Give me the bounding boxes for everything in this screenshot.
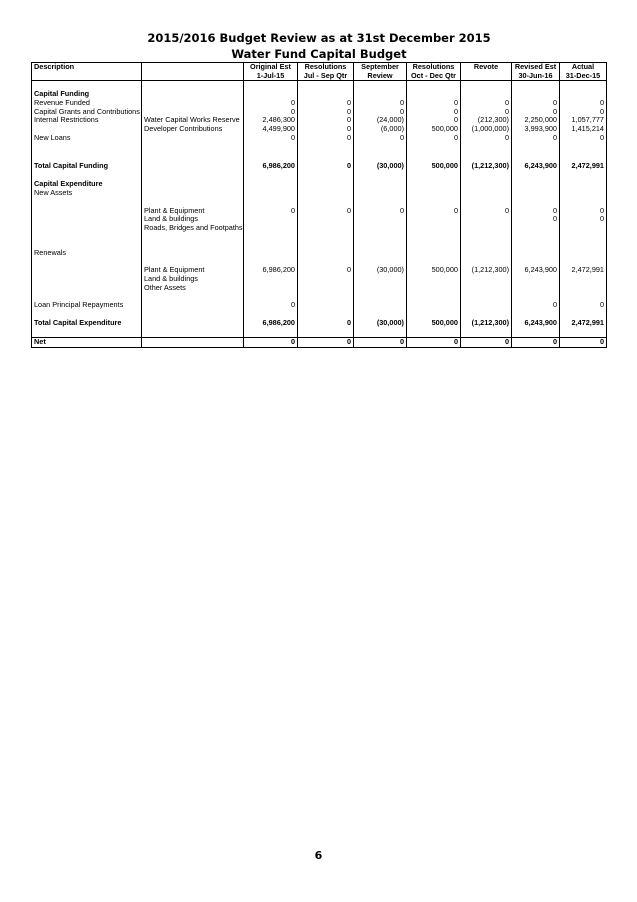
- revenue-funded-row: [32, 99, 607, 108]
- header-actual: Actual 31-Dec-15: [560, 63, 607, 81]
- cell-september-review: [354, 275, 407, 284]
- row-sublabel: Water Capital Works Reserve: [142, 116, 244, 125]
- cell-revote: [461, 224, 512, 233]
- cell-original-est: 6,986,200: [244, 266, 298, 275]
- cell-res-oct-dec: 0: [407, 207, 461, 216]
- cell-revised-est: 0: [512, 207, 560, 216]
- cell-actual: [560, 90, 607, 99]
- cell-revote: (1,212,300): [461, 162, 512, 171]
- cell-res-oct-dec: [407, 249, 461, 258]
- cell-revised-est: 6,243,900: [512, 319, 560, 328]
- header-description: Description: [32, 63, 142, 81]
- cell-revised-est: 0: [512, 99, 560, 108]
- spacer-row: [32, 257, 607, 266]
- cell-revised-est: [512, 180, 560, 189]
- na-roads-row: [32, 224, 607, 233]
- rn-other-row: [32, 284, 607, 293]
- cell-september-review: [354, 224, 407, 233]
- row-label: [32, 266, 142, 275]
- cell-revised-est: [512, 189, 560, 198]
- cell-actual: 2,472,991: [560, 266, 607, 275]
- cell-res-oct-dec: 500,000: [407, 266, 461, 275]
- header-row: [32, 63, 607, 81]
- cell-res-oct-dec: 0: [407, 108, 461, 117]
- spacer-row: [32, 328, 607, 338]
- spacer-row: [32, 292, 607, 301]
- cell-revote: 0: [461, 337, 512, 347]
- cell-revote: 0: [461, 207, 512, 216]
- cell-original-est: 0: [244, 134, 298, 143]
- cell-revised-est: [512, 275, 560, 284]
- cell-actual: [560, 275, 607, 284]
- cell-revised-est: 3,993,900: [512, 125, 560, 134]
- cell-revised-est: [512, 224, 560, 233]
- row-label: [32, 215, 142, 224]
- row-sublabel: Other Assets: [142, 284, 244, 293]
- cell-revote: [461, 189, 512, 198]
- cell-revote: (1,212,300): [461, 266, 512, 275]
- cell-september-review: (30,000): [354, 319, 407, 328]
- cell-original-est: [244, 284, 298, 293]
- cell-revote: 0: [461, 99, 512, 108]
- spacer-row: [32, 142, 607, 162]
- cell-september-review: (24,000): [354, 116, 407, 125]
- cell-september-review: [354, 90, 407, 99]
- cell-original-est: 0: [244, 99, 298, 108]
- new-assets-row: [32, 189, 607, 198]
- page-number: 6: [314, 849, 323, 862]
- header-resolutions-jul-sep: Resolutions Jul - Sep Qtr: [298, 63, 354, 81]
- cell-original-est: 0: [244, 301, 298, 310]
- cell-res-oct-dec: [407, 275, 461, 284]
- cell-original-est: [244, 189, 298, 198]
- cell-actual: [560, 180, 607, 189]
- cell-revote: (1,212,300): [461, 319, 512, 328]
- header-revote: Revote: [461, 63, 512, 81]
- cell-revised-est: [512, 249, 560, 258]
- new-loans-row: [32, 134, 607, 143]
- cell-res-jul-sep: [298, 284, 354, 293]
- cell-actual: [560, 224, 607, 233]
- cell-revised-est: 0: [512, 301, 560, 310]
- cell-revised-est: 6,243,900: [512, 266, 560, 275]
- cell-september-review: [354, 215, 407, 224]
- row-sublabel: [142, 134, 244, 143]
- cell-actual: [560, 249, 607, 258]
- spacer-row: [32, 198, 607, 207]
- cell-september-review: 0: [354, 134, 407, 143]
- cell-res-oct-dec: [407, 284, 461, 293]
- cell-original-est: 6,986,200: [244, 319, 298, 328]
- cell-res-jul-sep: 0: [298, 134, 354, 143]
- cell-original-est: 6,986,200: [244, 162, 298, 171]
- cell-september-review: [354, 284, 407, 293]
- cell-original-est: 0: [244, 108, 298, 117]
- header-september-review: September Review: [354, 63, 407, 81]
- cell-res-oct-dec: [407, 215, 461, 224]
- cell-revote: [461, 215, 512, 224]
- rn-land-row: [32, 275, 607, 284]
- cell-revised-est: [512, 90, 560, 99]
- row-sublabel: [142, 90, 244, 99]
- cell-res-jul-sep: 0: [298, 162, 354, 171]
- title-line-2: Water Fund Capital Budget: [231, 47, 407, 61]
- cell-revote: [461, 90, 512, 99]
- header-revised-est: Revised Est 30-Jun-16: [512, 63, 560, 81]
- cell-res-jul-sep: [298, 180, 354, 189]
- spacer-row: [32, 81, 607, 91]
- cell-revised-est: 0: [512, 108, 560, 117]
- row-sublabel: [142, 99, 244, 108]
- cell-res-oct-dec: 0: [407, 134, 461, 143]
- cell-september-review: (30,000): [354, 162, 407, 171]
- row-label: [32, 284, 142, 293]
- cell-res-jul-sep: 0: [298, 207, 354, 216]
- cell-res-oct-dec: [407, 301, 461, 310]
- cell-actual: 2,472,991: [560, 319, 607, 328]
- cell-revote: (1,000,000): [461, 125, 512, 134]
- cell-actual: 1,057,777: [560, 116, 607, 125]
- cell-september-review: 0: [354, 337, 407, 347]
- row-label: Revenue Funded: [32, 99, 142, 108]
- cell-res-jul-sep: [298, 301, 354, 310]
- cell-res-oct-dec: [407, 224, 461, 233]
- grants-row: [32, 108, 607, 117]
- cell-revised-est: 0: [512, 337, 560, 347]
- cell-res-oct-dec: [407, 180, 461, 189]
- row-sublabel: Developer Contributions: [142, 125, 244, 134]
- row-label: Total Capital Funding: [32, 162, 142, 171]
- cell-res-jul-sep: [298, 90, 354, 99]
- cell-september-review: 0: [354, 207, 407, 216]
- internal-restrictions-row: [32, 116, 607, 125]
- row-label: Renewals: [32, 249, 142, 258]
- row-label: [32, 224, 142, 233]
- cell-res-jul-sep: 0: [298, 337, 354, 347]
- cell-revised-est: 0: [512, 215, 560, 224]
- row-sublabel: [142, 189, 244, 198]
- cell-actual: [560, 189, 607, 198]
- row-sublabel: [142, 337, 244, 347]
- cell-revote: [461, 249, 512, 258]
- cell-res-jul-sep: [298, 189, 354, 198]
- page-title: [32, 30, 607, 63]
- spacer-row: [32, 310, 607, 319]
- net-row: [32, 337, 607, 347]
- cell-res-jul-sep: 0: [298, 99, 354, 108]
- cell-actual: [560, 284, 607, 293]
- renewals-row: [32, 249, 607, 258]
- capital-expenditure-heading: [32, 180, 607, 189]
- title-line-1: 2015/2016 Budget Review as at 31st December 2015: [147, 31, 491, 45]
- cell-september-review: [354, 249, 407, 258]
- cell-september-review: [354, 301, 407, 310]
- cell-original-est: [244, 275, 298, 284]
- cell-revote: (212,300): [461, 116, 512, 125]
- row-sublabel: [142, 249, 244, 258]
- cell-revised-est: 2,250,000: [512, 116, 560, 125]
- cell-res-oct-dec: 0: [407, 99, 461, 108]
- na-land-row: [32, 215, 607, 224]
- cell-res-jul-sep: 0: [298, 125, 354, 134]
- cell-original-est: 2,486,300: [244, 116, 298, 125]
- loan-repayments-row: [32, 301, 607, 310]
- rn-plant-row: [32, 266, 607, 275]
- cell-actual: 0: [560, 134, 607, 143]
- cell-original-est: [244, 215, 298, 224]
- cell-original-est: [244, 224, 298, 233]
- cell-actual: 0: [560, 108, 607, 117]
- row-sublabel: Roads, Bridges and Footpaths: [142, 224, 244, 233]
- cell-res-jul-sep: 0: [298, 108, 354, 117]
- row-sublabel: [142, 301, 244, 310]
- row-label: Loan Principal Repayments: [32, 301, 142, 310]
- cell-res-jul-sep: [298, 249, 354, 258]
- row-label: Capital Funding: [32, 90, 142, 99]
- cell-res-oct-dec: [407, 90, 461, 99]
- row-sublabel: Plant & Equipment: [142, 207, 244, 216]
- budget-table: [31, 30, 607, 348]
- cell-actual: 0: [560, 99, 607, 108]
- cell-actual: 1,415,214: [560, 125, 607, 134]
- total-capital-funding-row: [32, 162, 607, 171]
- cell-original-est: [244, 180, 298, 189]
- cell-revote: [461, 284, 512, 293]
- row-label: Total Capital Expenditure: [32, 319, 142, 328]
- cell-original-est: [244, 90, 298, 99]
- cell-revised-est: 0: [512, 134, 560, 143]
- row-sublabel: Plant & Equipment: [142, 266, 244, 275]
- cell-september-review: (6,000): [354, 125, 407, 134]
- row-label: New Loans: [32, 134, 142, 143]
- cell-res-jul-sep: 0: [298, 116, 354, 125]
- row-label: [32, 275, 142, 284]
- cell-actual: 0: [560, 301, 607, 310]
- cell-original-est: [244, 249, 298, 258]
- header-original-est: Original Est 1-Jul-15: [244, 63, 298, 81]
- cell-revote: 0: [461, 108, 512, 117]
- row-sublabel: [142, 319, 244, 328]
- row-sublabel: [142, 162, 244, 171]
- cell-res-oct-dec: 500,000: [407, 319, 461, 328]
- spacer-row: [32, 233, 607, 249]
- row-label: New Assets: [32, 189, 142, 198]
- na-plant-row: [32, 207, 607, 216]
- cell-original-est: 4,499,900: [244, 125, 298, 134]
- cell-revised-est: [512, 284, 560, 293]
- row-label: Net: [32, 337, 142, 347]
- cell-actual: 0: [560, 207, 607, 216]
- cell-september-review: (30,000): [354, 266, 407, 275]
- cell-res-oct-dec: 500,000: [407, 162, 461, 171]
- cell-original-est: 0: [244, 207, 298, 216]
- row-label: [32, 125, 142, 134]
- cell-actual: 0: [560, 215, 607, 224]
- cell-res-jul-sep: 0: [298, 319, 354, 328]
- row-label: Capital Expenditure: [32, 180, 142, 189]
- cell-res-jul-sep: [298, 224, 354, 233]
- developer-contributions-row: [32, 125, 607, 134]
- row-sublabel: Land & buildings: [142, 275, 244, 284]
- row-label: Capital Grants and Contributions: [32, 108, 142, 117]
- cell-res-oct-dec: 0: [407, 337, 461, 347]
- cell-september-review: [354, 189, 407, 198]
- spacer-row: [32, 171, 607, 180]
- cell-revote: [461, 275, 512, 284]
- cell-september-review: [354, 180, 407, 189]
- cell-revote: [461, 301, 512, 310]
- cell-res-oct-dec: 0: [407, 116, 461, 125]
- cell-res-oct-dec: 500,000: [407, 125, 461, 134]
- cell-revised-est: 6,243,900: [512, 162, 560, 171]
- cell-actual: 2,472,991: [560, 162, 607, 171]
- cell-revote: 0: [461, 134, 512, 143]
- row-sublabel: [142, 108, 244, 117]
- cell-res-oct-dec: [407, 189, 461, 198]
- cell-original-est: 0: [244, 337, 298, 347]
- total-capital-expenditure-row: [32, 319, 607, 328]
- row-label: [32, 207, 142, 216]
- row-label: Internal Restrictions: [32, 116, 142, 125]
- header-resolutions-oct-dec: Resolutions Oct - Dec Qtr: [407, 63, 461, 81]
- cell-res-jul-sep: [298, 275, 354, 284]
- row-sublabel: [142, 180, 244, 189]
- cell-res-jul-sep: 0: [298, 266, 354, 275]
- cell-res-jul-sep: [298, 215, 354, 224]
- row-sublabel: Land & buildings: [142, 215, 244, 224]
- cell-actual: 0: [560, 337, 607, 347]
- cell-revote: [461, 180, 512, 189]
- capital-funding-heading: [32, 90, 607, 99]
- cell-september-review: 0: [354, 99, 407, 108]
- cell-september-review: 0: [354, 108, 407, 117]
